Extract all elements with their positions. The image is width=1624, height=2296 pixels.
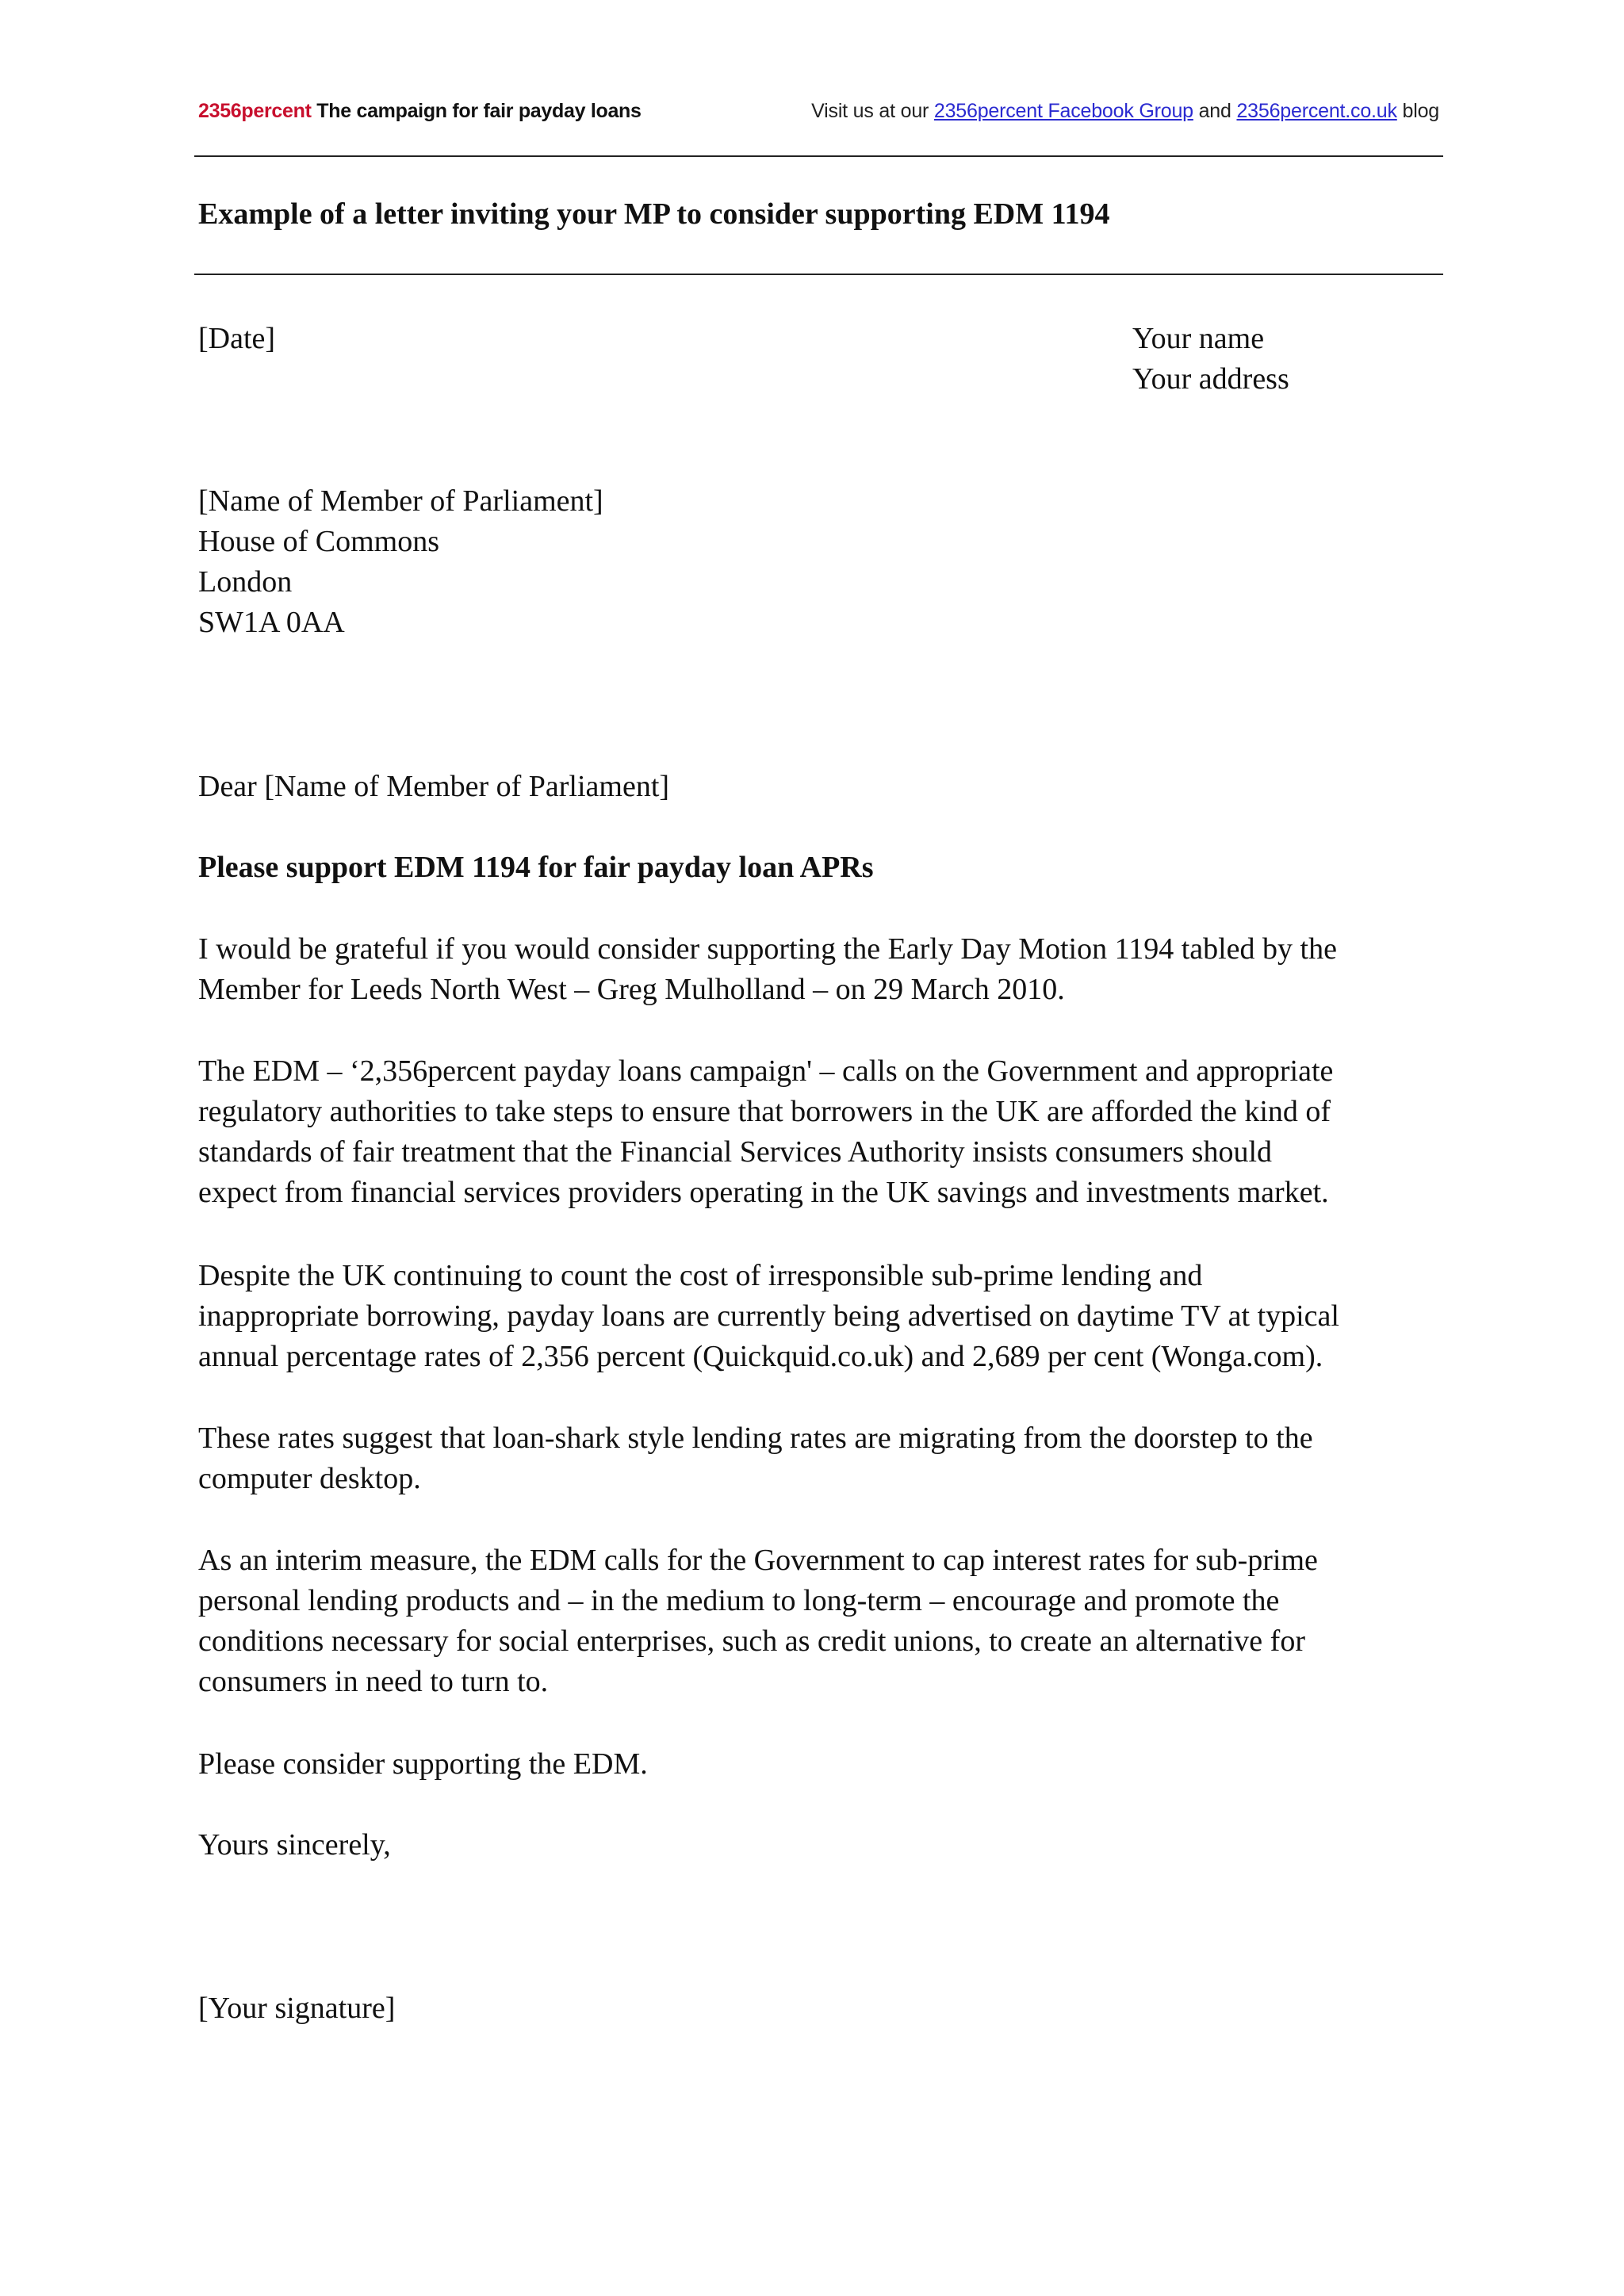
- brand-name: 2356percent: [198, 100, 312, 122]
- closing: Yours sincerely,: [198, 1828, 391, 1862]
- header-divider: [194, 155, 1443, 157]
- paragraph-line: regulatory authorities to take steps to ensure that borrowers in the UK are afforded the kind of: [198, 1095, 1331, 1128]
- paragraph: [198, 1051, 1467, 1213]
- paragraph: [198, 1256, 1467, 1377]
- paragraph-line: As an interim measure, the EDM calls for the Government to cap interest rates for sub-prime: [198, 1544, 1318, 1577]
- page-header: [198, 97, 1439, 128]
- paragraph: [198, 1744, 1467, 1785]
- paragraph-line: Member for Leeds North West – Greg Mulholland – on 29 March 2010.: [198, 973, 1065, 1006]
- paragraph-line: expect from financial services providers operating in the UK savings and investments market.: [198, 1176, 1329, 1209]
- paragraph-line: Please consider supporting the EDM.: [198, 1747, 648, 1781]
- recipient-name: [Name of Member of Parliament]: [198, 484, 603, 518]
- visit-line: [811, 97, 1439, 125]
- title-divider: [194, 274, 1443, 275]
- sender-name: Your name: [1132, 322, 1265, 355]
- visit-prefix: Visit us at our: [811, 100, 934, 122]
- paragraph-line: annual percentage rates of 2,356 percent (Quickquid.co.uk) and 2,689 per cent (Wonga.com).: [198, 1340, 1323, 1373]
- paragraph: [198, 1540, 1467, 1702]
- paragraph-line: inappropriate borrowing, payday loans are currently being advertised on daytime TV at typical: [198, 1299, 1339, 1333]
- paragraph-line: personal lending products and – in the medium to long-term – encourage and promote the: [198, 1584, 1280, 1617]
- paragraph-line: standards of fair treatment that the Financial Services Authority insists consumers should: [198, 1135, 1273, 1169]
- letter-subject: Please support EDM 1194 for fair payday loan APRs: [198, 851, 874, 884]
- recipient-postcode: SW1A 0AA: [198, 606, 345, 639]
- brand-tagline: The campaign for fair payday loans: [311, 100, 642, 122]
- salutation: Dear [Name of Member of Parliament]: [198, 770, 670, 803]
- brand-logo: [198, 97, 642, 125]
- paragraph-line: I would be grateful if you would consider supporting the Early Day Motion 1194 tabled by the: [198, 932, 1337, 966]
- blog-link[interactable]: 2356percent.co.uk: [1236, 100, 1397, 122]
- paragraph-line: computer desktop.: [198, 1462, 421, 1495]
- paragraph: [198, 929, 1467, 1010]
- letter-date: [Date]: [198, 322, 276, 355]
- paragraph-line: The EDM – ‘2,356percent payday loans campaign' – calls on the Government and appropriate: [198, 1054, 1334, 1088]
- visit-and: and: [1193, 100, 1237, 122]
- recipient-city: London: [198, 565, 293, 599]
- visit-suffix: blog: [1396, 100, 1439, 122]
- sender-block: [1132, 319, 1289, 400]
- paragraph-line: consumers in need to turn to.: [198, 1665, 549, 1698]
- sender-address: Your address: [1132, 362, 1289, 396]
- recipient-house: House of Commons: [198, 525, 439, 558]
- recipient-block: [198, 481, 603, 643]
- facebook-group-link[interactable]: 2356percent Facebook Group: [933, 100, 1193, 122]
- paragraph-line: Despite the UK continuing to count the cost of irresponsible sub-prime lending and: [198, 1259, 1203, 1292]
- paragraph-line: These rates suggest that loan-shark style lending rates are migrating from the doorstep to the: [198, 1422, 1313, 1455]
- paragraph-line: conditions necessary for social enterprises, such as credit unions, to create an alternative for: [198, 1624, 1305, 1658]
- paragraph: [198, 1418, 1467, 1499]
- document-title: Example of a letter inviting your MP to consider supporting EDM 1194: [198, 197, 1110, 231]
- signature-placeholder: [Your signature]: [198, 1992, 396, 2025]
